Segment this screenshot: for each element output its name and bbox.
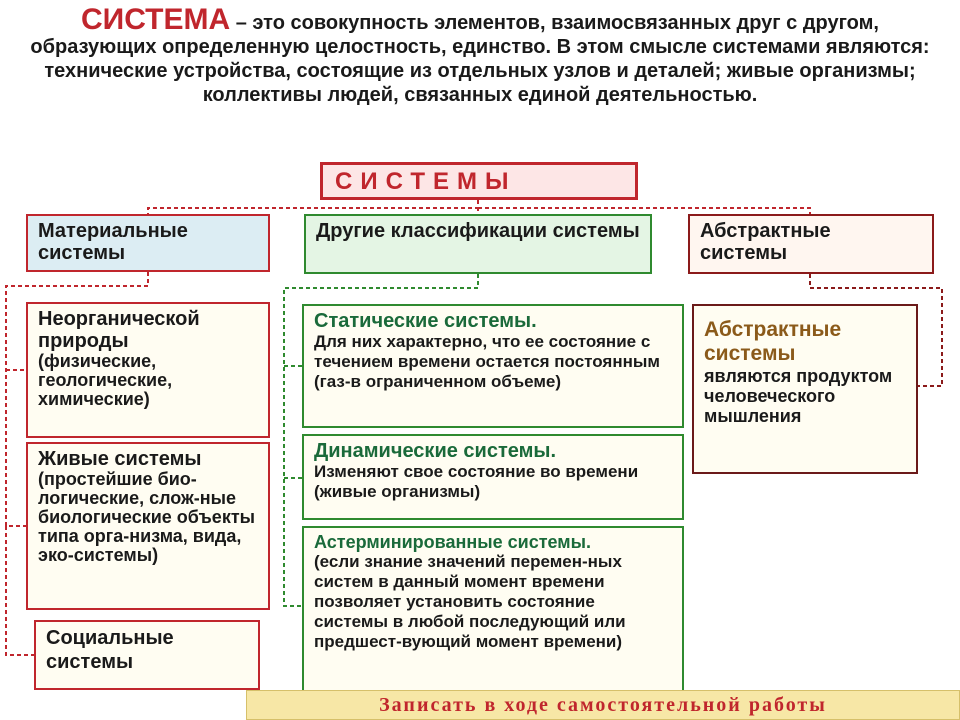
other-dynamic-box bbox=[302, 434, 684, 520]
title-systems: СИСТЕМЫ bbox=[320, 162, 638, 200]
material-living-title: Живые системы bbox=[38, 448, 202, 470]
abstract-description-box bbox=[692, 304, 918, 474]
material-inorganic-body: (физические, геологические, химические) bbox=[38, 351, 173, 409]
other-determined-box bbox=[302, 526, 684, 692]
category-other: Другие классификации системы bbox=[304, 214, 652, 274]
other-static-body: Для них характерно, что ее состояние с течением времени остается постоянным (газ-в ограниченном объеме) bbox=[314, 332, 660, 391]
category-abstract: Абстрактные системы bbox=[688, 214, 934, 274]
other-static-box bbox=[302, 304, 684, 428]
other-determined-title: Астерминированные системы. bbox=[314, 532, 591, 552]
material-social-box: Социальные системы bbox=[34, 620, 260, 690]
other-dynamic-title: Динамические системы. bbox=[314, 440, 557, 462]
material-inorganic-box bbox=[26, 302, 270, 438]
connector-title-material bbox=[148, 200, 478, 214]
category-material: Материальные системы bbox=[26, 214, 270, 272]
other-dynamic-body: Изменяют свое состояние во времени (живые организмы) bbox=[314, 462, 639, 501]
material-living-body: (простейшие био-логические, слож-ные биологические объекты типа орга-низма, вида, эко-системы) bbox=[38, 469, 256, 565]
other-static-title: Статические системы. bbox=[314, 310, 537, 332]
abstract-description-title: Абстрактные системы bbox=[704, 318, 842, 365]
material-living-box bbox=[26, 442, 270, 610]
material-inorganic-title: Неорганической природы bbox=[38, 308, 200, 352]
intro-text: – это совокупность элементов, взаимосвязанных друг с другом, образующих определенную целостность, единство. В этом смысле системами являются: технические устройства, состоящие из отдельных узлов и деталей; живые организмы; коллективы людей, связанных единой деятельностью. bbox=[30, 12, 930, 106]
bottom-banner: Записать в ходе самостоятельной работы bbox=[246, 690, 960, 720]
intro-term: СИСТЕМА bbox=[81, 3, 231, 36]
other-determined-body: (если знание значений перемен-ных систем в данный момент времени позволяет установить состояние системы в любой последующий или предшест-вующий момент времени) bbox=[314, 552, 626, 651]
intro-definition bbox=[20, 3, 940, 107]
abstract-description-body: являются продуктом человеческого мышления bbox=[704, 366, 893, 426]
